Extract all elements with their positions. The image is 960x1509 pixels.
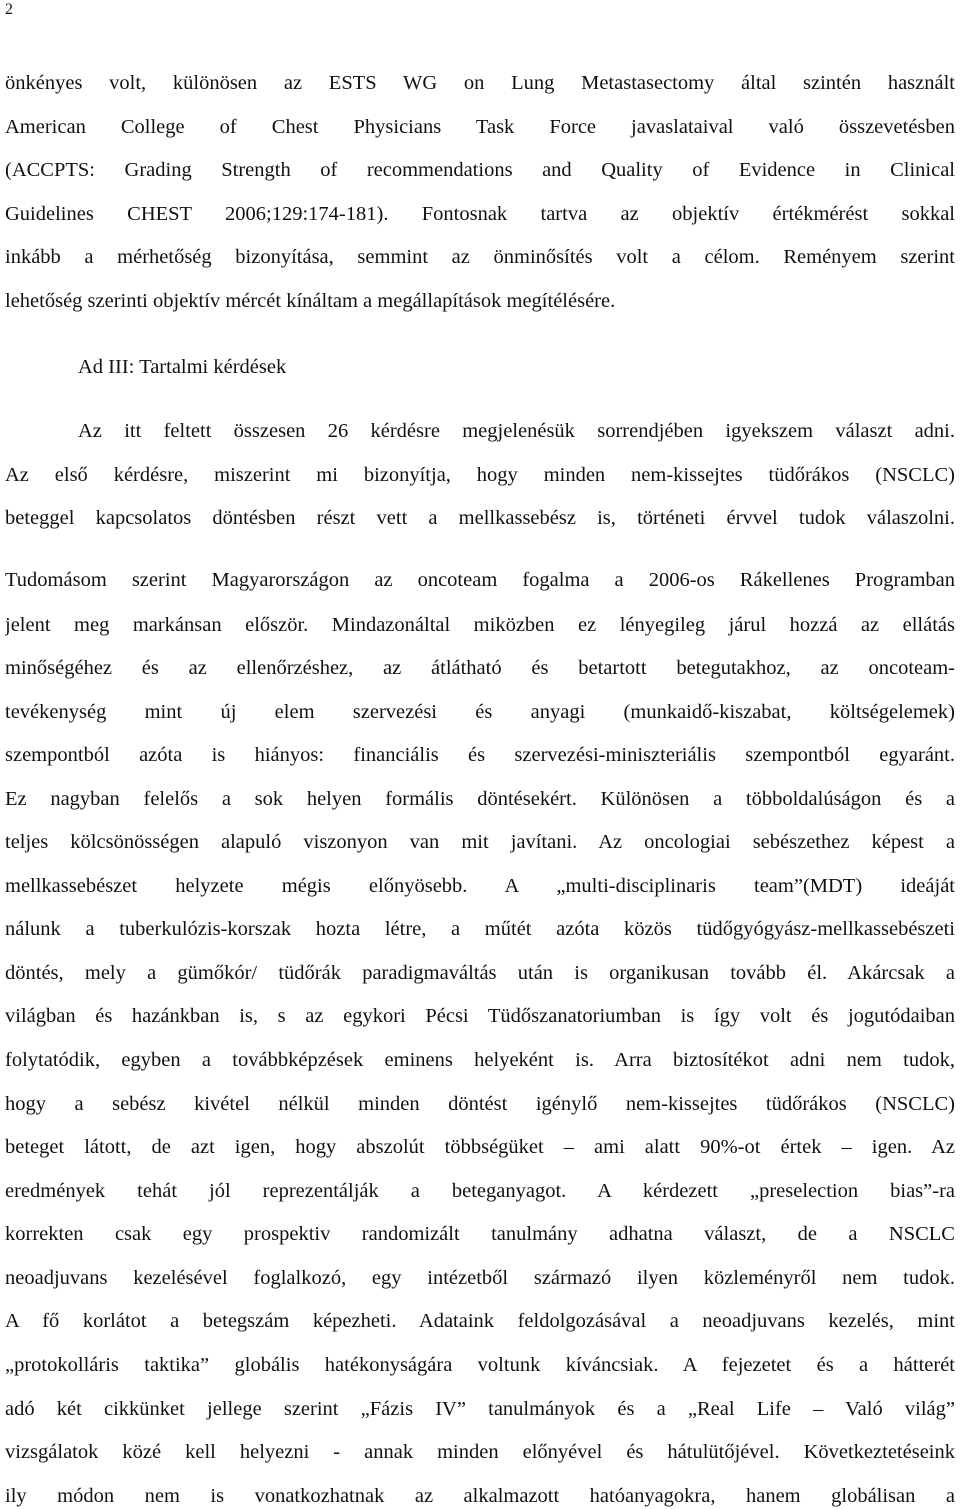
text-line: (ACCPTS: Grading Strength of recommendations and Quality of Evidence in Clinical xyxy=(5,159,955,181)
text-line: folytatódik, egyben a továbbképzések eminens helyeként is. Arra biztosítékot adni nem tudok, xyxy=(5,1049,955,1071)
text-line: minőségéhez és az ellenőrzéshez, az átlátható és betartott betegutakhoz, az oncoteam- xyxy=(5,657,955,679)
text-line: teljes kölcsönösségen alapuló viszonyon van mit javítani. Az oncologiai sebészethez képest a xyxy=(5,831,955,853)
text-line: Ad III: Tartalmi kérdések xyxy=(78,356,287,378)
text-line: „protokolláris taktika” globális hatékonyságára voltunk kíváncsiak. A fejezetet és a hátterét xyxy=(5,1354,955,1376)
text-line: döntés, mely a gümőkór/ tüdőrák paradigmaváltás után is organikusan tovább él. Akárcsak a xyxy=(5,962,955,984)
text-line: vizsgálatok közé kell helyezni - annak minden előnyével és hátulütőjével. Következtetéseink xyxy=(5,1441,955,1463)
text-line: Az itt feltett összesen 26 kérdésre megjelenésük sorrendjében igyekszem választ adni. xyxy=(78,420,955,442)
text-line: hogy a sebész kivétel nélkül minden döntést igénylő nem-kissejtes tüdőrákos (NSCLC) xyxy=(5,1093,955,1115)
text-line: adó két cikkünket jellege szerint „Fázis IV” tanulmányok és a „Real Life – Való világ” xyxy=(5,1398,955,1420)
text-line: nálunk a tuberkulózis-korszak hozta létre, a műtét azóta közös tüdőgyógyász-mellkassebészeti xyxy=(5,918,955,940)
text-line: jelent meg markánsan először. Mindazonáltal miközben ez lényegileg járul hozzá az ellátás xyxy=(5,614,955,636)
text-line: önkényes volt, különösen az ESTS WG on Lung Metastasectomy által szintén használt xyxy=(5,72,955,94)
text-line: eredmények tehát jól reprezentálják a beteganyagot. A kérdezett „preselection bias”-ra xyxy=(5,1180,955,1202)
text-line: beteget látott, de azt igen, hogy abszolút többségüket – ami alatt 90%-ot értek – igen. Az xyxy=(5,1136,955,1158)
text-line: A fő korlátot a betegszám képezheti. Adataink feldolgozásával a neoadjuvans kezelés, mint xyxy=(5,1310,955,1332)
text-line: neoadjuvans kezelésével foglalkozó, egy intézetből származó ilyen közleményről nem tudok. xyxy=(5,1267,955,1289)
text-line: Az első kérdésre, miszerint mi bizonyítja, hogy minden nem-kissejtes tüdőrákos (NSCLC) xyxy=(5,464,955,486)
text-line: Ez nagyban felelős a sok helyen formális döntésekért. Különösen a többoldalúságon és a xyxy=(5,788,955,810)
text-line: Tudomásom szerint Magyarországon az oncoteam fogalma a 2006-os Rákellenes Programban xyxy=(5,569,955,591)
text-line: American College of Chest Physicians Task Force javaslataival való összevetésben xyxy=(5,116,955,138)
text-line: mellkassebészet helyzete mégis előnyösebb. A „multi-disciplinaris team”(MDT) ideáját xyxy=(5,875,955,897)
text-line: korrekten csak egy prospektiv randomizált tanulmány adhatna választ, de a NSCLC xyxy=(5,1223,955,1245)
text-line: beteggel kapcsolatos döntésben részt vett a mellkassebész is, történeti érvvel tudok válaszolni. xyxy=(5,507,955,529)
text-line: világban és hazánkban is, s az egykori Pécsi Tüdőszanatoriumban is így volt és jogutódaiban xyxy=(5,1005,955,1027)
page-number: 2 xyxy=(5,1,13,18)
text-line: Guidelines CHEST 2006;129:174-181). Fontosnak tartva az objektív értékmérést sokkal xyxy=(5,203,955,225)
text-line: ily módon nem is vonatkozhatnak az alkalmazott hatóanyagokra, hanem globálisan a xyxy=(5,1485,955,1507)
text-line: tevékenység mint új elem szervezési és anyagi (munkaidő-kiszabat, költségelemek) xyxy=(5,701,955,723)
text-line: lehetőség szerinti objektív mércét kínáltam a megállapítások megítélésére. xyxy=(5,290,616,312)
text-line: inkább a mérhetőség bizonyítása, semmint az önminősítés volt a célom. Reményem szerint xyxy=(5,246,955,268)
text-line: szempontból azóta is hiányos: financiális és szervezési-miniszteriális szempontból egyaránt. xyxy=(5,744,955,766)
